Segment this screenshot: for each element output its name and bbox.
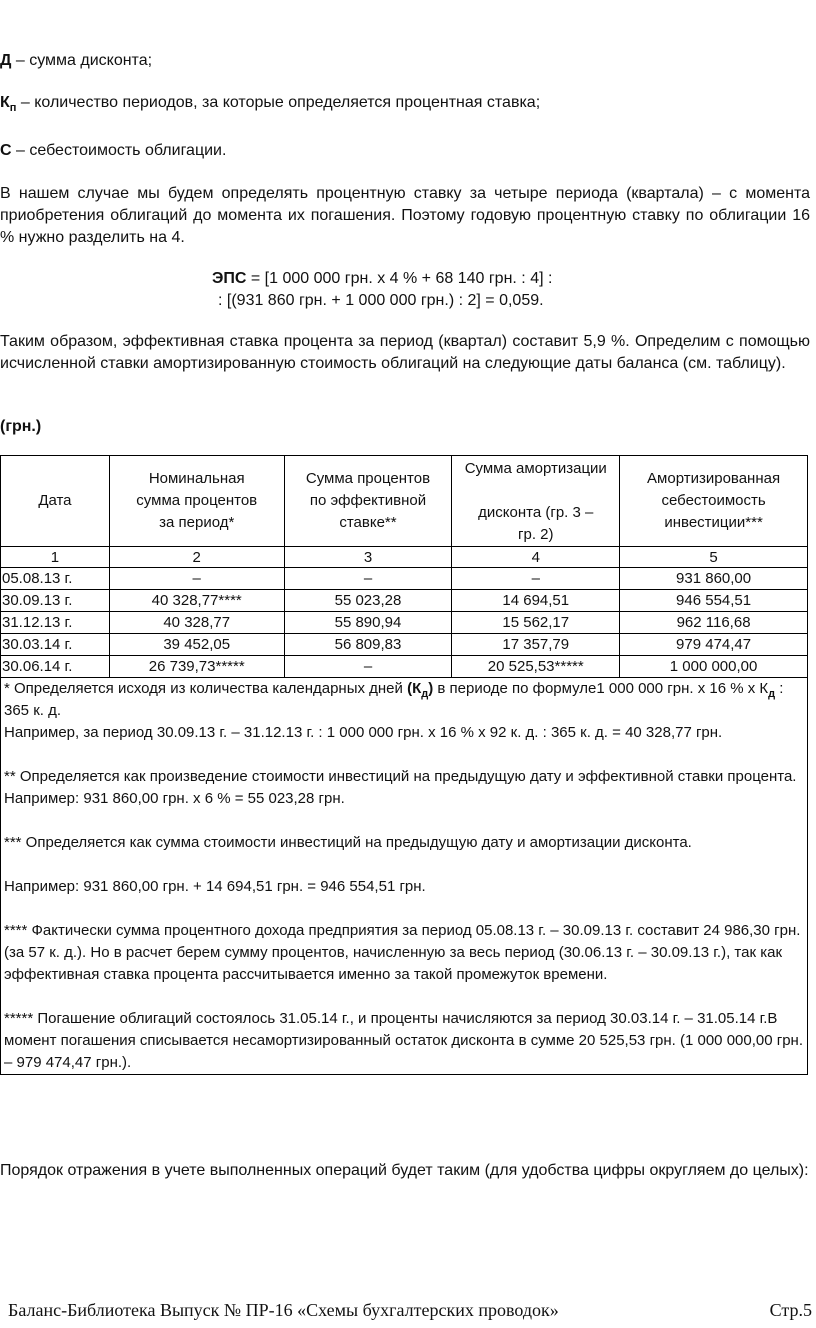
definition-k: $К_п$ – количество периодов, за которые определяется процентная ставка; [0, 94, 541, 114]
symbol-c: С [0, 142, 12, 159]
symbol-k: К [0, 94, 10, 111]
table-row: 05.08.13 г. – – – 931 860,00 [1, 568, 808, 590]
header-effective: Сумма процентов по эффективной ставке** [284, 456, 452, 547]
definition-c: С – себестоимость облигации. [0, 142, 227, 159]
formula-line-1: ЭПС = [1 000 000 грн. х 4 % + 68 140 грн. : 4] : [212, 270, 553, 287]
amortization-table [0, 455, 808, 1075]
note-3-example: Например: 931 860,00 грн. + 14 694,51 грн. = 946 554,51 грн. [4, 878, 426, 895]
symbol-d: Д [0, 52, 12, 69]
table-row: 30.06.14 г. 26 739,73***** – 20 525,53***** 1 000 000,00 [1, 656, 808, 678]
note-1: * Определяется исходя из количества календарных дней $(К_д)$ в периоде по формуле1 000 000 грн. х 16 % х $К_д$ : 365 к. д. [4, 680, 784, 719]
definition-d: Д – сумма дисконта; [0, 52, 153, 69]
column-number-row: 1 2 3 4 5 [1, 547, 808, 568]
table-notes [1, 678, 808, 1075]
note-4: **** Фактически сумма процентного дохода предприятия за период 05.08.13 г. – 30.09.13 г. составит 24 986,30 грн. (за 57 к. д.). Но в расчет берем сумму процентов, начисленную за весь период (30.06.13 г. – 30.09.13 г.), так как эффективная ставка процента рассчитывается именно за такой промежуток времени. [4, 922, 801, 983]
unit-label: (грн.) [0, 418, 42, 435]
header-amortization: Сумма амортизации дисконта (гр. 3 – гр. 2) [452, 456, 620, 547]
formula-label: ЭПС [212, 270, 247, 287]
footer-page-number: Стр.5 [769, 1300, 812, 1320]
note-2: ** Определяется как произведение стоимости инвестиций на предыдущую дату и эффективной ставки процента. Например: 931 860,00 грн. х 6 % = 55 023,28 грн. [4, 768, 797, 807]
note-3: *** Определяется как сумма стоимости инвестиций на предыдущую дату и амортизации дисконта. [4, 834, 692, 851]
header-date: Дата [1, 456, 110, 547]
header-nominal: Номинальная сумма процентов за период* [109, 456, 284, 547]
formula-line-2: : [(931 860 грн. + 1 000 000 грн.) : 2] = 0,059. [218, 292, 544, 309]
table-notes-row [1, 678, 808, 1075]
note-1-example: Например, за период 30.09.13 г. – 31.12.13 г. : 1 000 000 грн. х 16 % х 92 к. д. : 365 к. д. = 40 328,77 грн. [4, 724, 723, 741]
footer-publication: Баланс-Библиотека Выпуск № ПР-16 «Схемы бухгалтерских проводок» [8, 1300, 559, 1320]
table-header-row [1, 456, 808, 547]
intro-paragraph: В нашем случае мы будем определять процентную ставку за четыре периода (квартала) – с момента приобретения облигаций до момента их погашения. Поэтому годовую процентную ставку по облигации 16 % нужно разделить на 4. [0, 185, 810, 246]
table-row: 30.09.13 г. 40 328,77**** 55 023,28 14 694,51 946 554,51 [1, 590, 808, 612]
closing-paragraph: Порядок отражения в учете выполненных операций будет таким (для удобства цифры округляем до целых): [0, 1162, 809, 1179]
result-paragraph: Таким образом, эффективная ставка процента за период (квартал) составит 5,9 %. Определим с помощью исчисленной ставки амортизированную стоимость облигаций на следующие даты баланса (см. таблицу). [0, 333, 810, 372]
header-amortized-cost: Амортизированная себестоимость инвестиции*** [620, 456, 808, 547]
note-5: ***** Погашение облигаций состоялось 31.05.14 г., и проценты начисляются за период 30.03.14 г. – 31.05.14 г.В момент погашения списывается несамортизированный остаток дисконта в сумме 20 525,53 грн. (1 000 000,00 грн. – 979 474,47 грн.). [4, 1010, 804, 1071]
table-row: 31.12.13 г. 40 328,77 55 890,94 15 562,17 962 116,68 [1, 612, 808, 634]
page-footer [0, 1300, 812, 1324]
table-row: 30.03.14 г. 39 452,05 56 809,83 17 357,79 979 474,47 [1, 634, 808, 656]
